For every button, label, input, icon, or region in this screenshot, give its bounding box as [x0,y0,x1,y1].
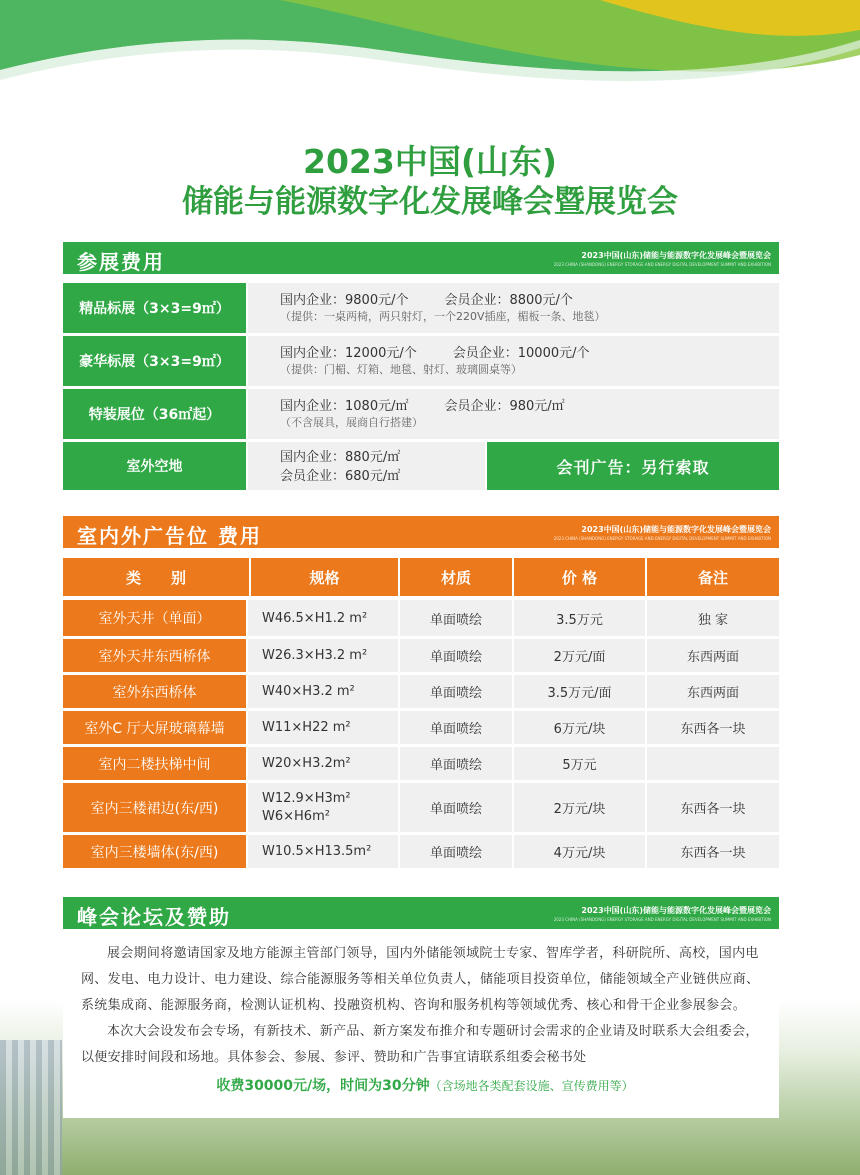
forum-fee-highlight [81,1073,769,1099]
fee-domestic: 国内企业：12000元/个 [280,346,417,361]
table-row-spec [248,783,398,832]
table-row-note: 东西各一块 [647,835,779,868]
fee-domestic: 国内企业：1080元/㎡ [280,399,409,414]
table-header-material: 材质 [400,558,512,596]
fee-member: 会员企业：10000元/个 [452,346,590,361]
table-row-price: 5万元 [514,747,645,780]
table-row-price: 6万元/块 [514,711,645,744]
table-row-spec: W20×H3.2m² [248,747,398,780]
table-row-category: 室外C 厅大屏玻璃幕墙 [63,711,246,744]
table-row-price: 3.5万元 [514,600,645,636]
fee-member: 会员企业：8800元/个 [444,293,573,308]
fee-label-outdoor: 室外空地 [63,442,246,490]
table-row-material: 单面喷绘 [400,675,512,708]
table-row-note: 独 家 [647,600,779,636]
table-row-category: 室外天井东西桥体 [63,639,246,672]
section-title-ads: 室内外广告位 费用 [77,524,262,548]
section-bar-forum [63,897,779,929]
section-bar-subtitle: 2023中国(山东)储能与能源数字化发展峰会暨展览会 [581,251,771,260]
forum-fee-main: 收费30000元/场，时间为30分钟 [216,1078,430,1094]
fee-member: 会员企业：680元/㎡ [280,469,401,484]
fee-content-premium [248,283,779,333]
table-row-material: 单面喷绘 [400,711,512,744]
table-header-category: 类 别 [63,558,249,596]
table-row-spec: W46.5×H1.2 m² [248,600,398,636]
section-bar-fees [63,242,779,274]
fee-label-premium: 精品标展（3×3=9㎡） [63,283,246,333]
table-header-spec: 规格 [251,558,398,596]
table-row-material: 单面喷绘 [400,639,512,672]
fee-domestic: 国内企业：9800元/个 [280,293,409,308]
table-row-category: 室外天井（单面） [63,600,246,636]
table-row-price: 2万元/面 [514,639,645,672]
section-bar-subtitle-en: 2023 CHINA (SHANDONG) ENERGY STORAGE AND ENERGY DIGITAL DEVELOPMENT SUMMIT AND EXHIBITION [553,536,771,541]
section-bar-subtitle: 2023中国(山东)储能与能源数字化发展峰会暨展览会 [581,525,771,534]
table-header-price: 价 格 [514,558,645,596]
section-title-forum: 峰会论坛及赞助 [77,905,231,929]
table-row-category: 室内三楼墙体(东/西) [63,835,246,868]
forum-paragraph-2: 本次大会设发布会专场，有新技术、新产品、新方案发布推介和专题研讨会需求的企业请及时联系大会组委会，以便安排时间段和场地。具体参会、参展、参评、赞助和广告事宜请联系组委会秘书处 [81,1024,759,1065]
table-row-note: 东西各一块 [647,711,779,744]
table-header-note: 备注 [647,558,779,596]
fee-note: （不含展具，展商自行搭建） [280,416,423,429]
table-row-category: 室内二楼扶梯中间 [63,747,246,780]
table-row-spec: W10.5×H13.5m² [248,835,398,868]
table-row-note: 东西各一块 [647,783,779,832]
table-row-material: 单面喷绘 [400,747,512,780]
fee-note: （提供：一桌两椅，两只射灯，一个220V插座，楣板一条、地毯） [280,310,606,323]
forum-paragraph-1: 展会期间将邀请国家及地方能源主管部门领导，国内外储能领域院士专家、智库学者，科研院所、高校，国内电网、发电、电力设计、电力建设、综合能源服务等相关单位负责人，储能项目投资单位，储能领域全产业链供应商、系统集成商、能源服务商，检测认证机构、投融资机构、咨询和服务机构等领域优秀、核心和骨干企业参展参会。 [81,946,760,1013]
fee-content-special [248,389,779,439]
section-bar-subtitle-en: 2023 CHINA (SHANDONG) ENERGY STORAGE AND ENERGY DIGITAL DEVELOPMENT SUMMIT AND EXHIBITION [553,262,771,267]
table-row-material: 单面喷绘 [400,835,512,868]
spec-line-2: W6×H6m² [262,808,330,824]
section-bar-subtitle: 2023中国(山东)储能与能源数字化发展峰会暨展览会 [581,906,771,915]
forum-text-panel [63,935,779,1118]
table-row-price: 4万元/块 [514,835,645,868]
table-row-spec: W40×H3.2 m² [248,675,398,708]
table-row-note [647,747,779,780]
forum-fee-note: （含场地各类配套设施、宣传费用等） [429,1079,634,1093]
spec-line-1: W12.9×H3m² [262,790,351,806]
table-row-spec: W26.3×H3.2 m² [248,639,398,672]
table-row-material: 单面喷绘 [400,783,512,832]
fee-content-luxury [248,336,779,386]
page-title-line2: 储能与能源数字化发展峰会暨展览会 [182,184,678,220]
fee-member: 会员企业：980元/㎡ [444,399,565,414]
header-wave-decoration [0,0,860,130]
table-row-price: 2万元/块 [514,783,645,832]
section-bar-ads [63,516,779,548]
section-bar-subtitle-en: 2023 CHINA (SHANDONG) ENERGY STORAGE AND ENERGY DIGITAL DEVELOPMENT SUMMIT AND EXHIBITION [553,917,771,922]
solar-panel-decoration [0,1040,62,1175]
table-row-category: 室内三楼裙边(东/西) [63,783,246,832]
table-row-spec: W11×H22 m² [248,711,398,744]
table-row-note: 东西两面 [647,675,779,708]
table-row-price: 3.5万元/面 [514,675,645,708]
fee-label-special: 特装展位（36㎡起） [63,389,246,439]
table-row-category: 室外东西桥体 [63,675,246,708]
table-row-material: 单面喷绘 [400,600,512,636]
catalog-ad-box: 会刊广告：另行索取 [487,442,779,490]
section-title-fees: 参展费用 [77,250,165,274]
fee-domestic: 国内企业：880元/㎡ [280,450,401,465]
page-title-line1: 2023中国(山东) [302,142,557,181]
fee-label-luxury: 豪华标展（3×3=9㎡） [63,336,246,386]
table-row-note: 东西两面 [647,639,779,672]
fee-note: （提供：门楣、灯箱、地毯、射灯、玻璃圆桌等） [280,363,522,376]
fee-content-outdoor [248,442,485,490]
